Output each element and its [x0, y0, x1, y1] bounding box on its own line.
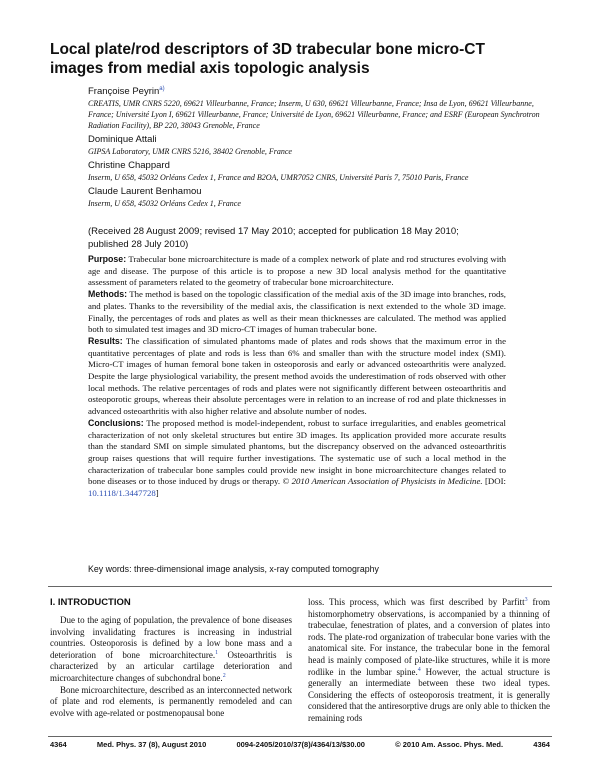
- author-block: [88, 160, 548, 183]
- section-divider: [48, 586, 552, 587]
- doi-link[interactable]: 10.1118/1.3447728: [88, 488, 156, 499]
- page-number-left: 4364: [50, 740, 67, 749]
- paragraph: [308, 597, 550, 725]
- doi-prefix: [DOI:: [484, 476, 506, 487]
- article-code: 0094-2405/2010/37(8)/4364/13/$30.00: [236, 740, 365, 749]
- author-name: [88, 83, 548, 98]
- author-name: Claude Laurent Benhamou: [88, 186, 202, 198]
- author-name: Dominique Attali: [88, 134, 157, 146]
- abstract-methods: [88, 289, 506, 336]
- corresponding-author-marker[interactable]: a): [159, 86, 165, 92]
- paragraph-text: However, the actual structure is generally an intermediate between these two ideal types. Considering the effects of osteoporosis treatment, it is generally considered that the antiresorptive drugs are only able to thicken the remaining rods: [308, 666, 550, 723]
- paragraph-text: from histomorphometry observations, is accompanied by a thinning of trabeculae, fenestration of plates, and a conversion of plates into rods. The plate-rod organization of trabecular bone varies with the anatomical site. For instance, the trabecular bone in the femoral head is mainly composed of plate-like structures, while it is more rodlike in the lumbar spine.: [308, 597, 550, 677]
- paragraph-text: loss. This process, which was first described by Parfitt: [308, 597, 525, 607]
- author-affiliation: Inserm, U 658, 45032 Orléans Cedex 1, France and B2OA, UMR7052 CNRS, Université Paris 7, 75010 Paris, France: [88, 173, 469, 183]
- abstract: [88, 254, 506, 500]
- left-column: [50, 597, 292, 719]
- keywords: Key words: three-dimensional image analysis, x-ray computed tomography: [88, 564, 379, 574]
- author-list: [88, 83, 548, 212]
- author-block: [88, 134, 548, 157]
- author-name-text: Françoise Peyrin: [88, 86, 160, 98]
- paragraph-text: Due to the aging of population, the prevalence of bone diseases involving invalidating fractures is increasing in industrial countries. Osteoporosis is defined by a low bone mass and a deterioration of bone microarchitecture.: [50, 615, 292, 660]
- citation-link[interactable]: 4: [417, 666, 421, 673]
- abstract-label: Purpose:: [88, 254, 127, 264]
- footer-copyright: © 2010 Am. Assoc. Phys. Med.: [395, 740, 504, 749]
- author-affiliation: CREATIS, UMR CNRS 5220, 69621 Villeurbanne, France; Inserm, U 630, 69621 Villeurbanne, France; Insa de Lyon, 69621 Villeurbanne, France; Université Lyon I, 69621 Villeurbanne, France; Université de Lyon, 69621 Villeurbanne, France; and ESRF (European Synchrotron Radiation Facility), BP 220, 38043 Grenoble, France: [88, 99, 540, 131]
- received-dates: (Received 28 August 2009; revised 17 May 2010; accepted for publication 18 May 2010; published 28 July 2010): [88, 226, 459, 250]
- page-footer: [50, 740, 550, 749]
- abstract-label: Results:: [88, 335, 123, 346]
- paragraph-text: Osteoarthritis is characterized by an articular cartilage deterioration and microarchitecture changes of subchondral bone.: [50, 649, 292, 683]
- paragraph: Bone microarchitecture, described as an interconnected network of plate and rod elements, is permanently remodeled and can evolve with age-related or postmenopausal bone: [50, 684, 292, 718]
- author-block: [88, 83, 548, 131]
- abstract-label: Methods:: [88, 289, 128, 300]
- journal-citation: Med. Phys. 37 (8), August 2010: [96, 740, 207, 749]
- section-heading: I. INTRODUCTION: [50, 597, 131, 608]
- footer-divider: [48, 736, 552, 737]
- author-affiliation: Inserm, U 658, 45032 Orléans Cedex 1, France: [88, 199, 241, 209]
- abstract-conclusions: [88, 418, 506, 500]
- citation-link[interactable]: 3: [524, 597, 528, 603]
- abstract-text: The method is based on the topologic classification of the medial axis of the 3D image into branches, rods, and plates. Thanks to the reversibility of the medial axis, the classification is next extended to the whole 3D image. Finally, the percentages of rods and plates as well as their mean thicknesses are calculated. The method was applied both to simulated test images and 3D micro-CT images of human trabecular bone.: [88, 289, 506, 335]
- paragraph: [50, 615, 292, 685]
- abstract-purpose: [88, 254, 506, 289]
- author-affiliation: GIPSA Laboratory, UMR CNRS 5216, 38402 Grenoble, France: [88, 147, 292, 157]
- abstract-text: The proposed method is model-independent, robust to surface irregularities, and enables geometrical characterization of not only skeletal structures but entire 3D images. Its application provided more accurate results than the standard SMI on simple simulated phantoms, but the discrepancy observed on the advanced osteoarthritis group raises questions that will require further investigations. The systematic use of such a local method in the characterization of trabecular bone samples could provide new insight in bone microarchitecture changes related to bone diseases or to those induced by drugs or therapy.: [88, 417, 506, 487]
- page-number-right: 4364: [533, 740, 550, 749]
- article-title: Local plate/rod descriptors of 3D trabecular bone micro-CT images from medial axis topologic analysis: [50, 41, 485, 77]
- right-column: [308, 597, 550, 725]
- abstract-results: [88, 336, 506, 418]
- citation-link[interactable]: 1: [215, 649, 219, 656]
- citation-link[interactable]: 2: [222, 672, 226, 679]
- abstract-copyright: © 2010 American Association of Physicists in Medicine.: [282, 476, 483, 487]
- abstract-text: Trabecular bone microarchitecture is made of a complex network of plate and rod structures evolving with age and disease. The purpose of this article is to propose a new 3D local analysis method for the quantitative assessment of parameters related to the geometry of trabecular bone microarchitecture.: [88, 254, 507, 288]
- abstract-label: Conclusions:: [88, 417, 144, 428]
- abstract-text: The classification of simulated phantoms made of plates and rods shows that the maximum error in the quantitative percentages of plate and rods is less than 6% and smaller than with the structure model index (SMI). Micro-CT images of human femoral bone taken in osteoporosis and early or advanced osteoarthritis were analyzed. Despite the large physiological variability, the present method avoids the underestimation of rods observed with other local methods. The relative percentages of rods and plates were not significantly different between osteoarthritis and osteoporotic groups, whereas their absolute percentages were in relation to an increase of rod and plate thicknesses in advanced osteoarthritis with also higher relative and absolute number of nodes.: [88, 335, 506, 417]
- author-block: [88, 186, 548, 209]
- author-name: Christine Chappard: [88, 160, 170, 172]
- doi-suffix: ]: [155, 488, 159, 499]
